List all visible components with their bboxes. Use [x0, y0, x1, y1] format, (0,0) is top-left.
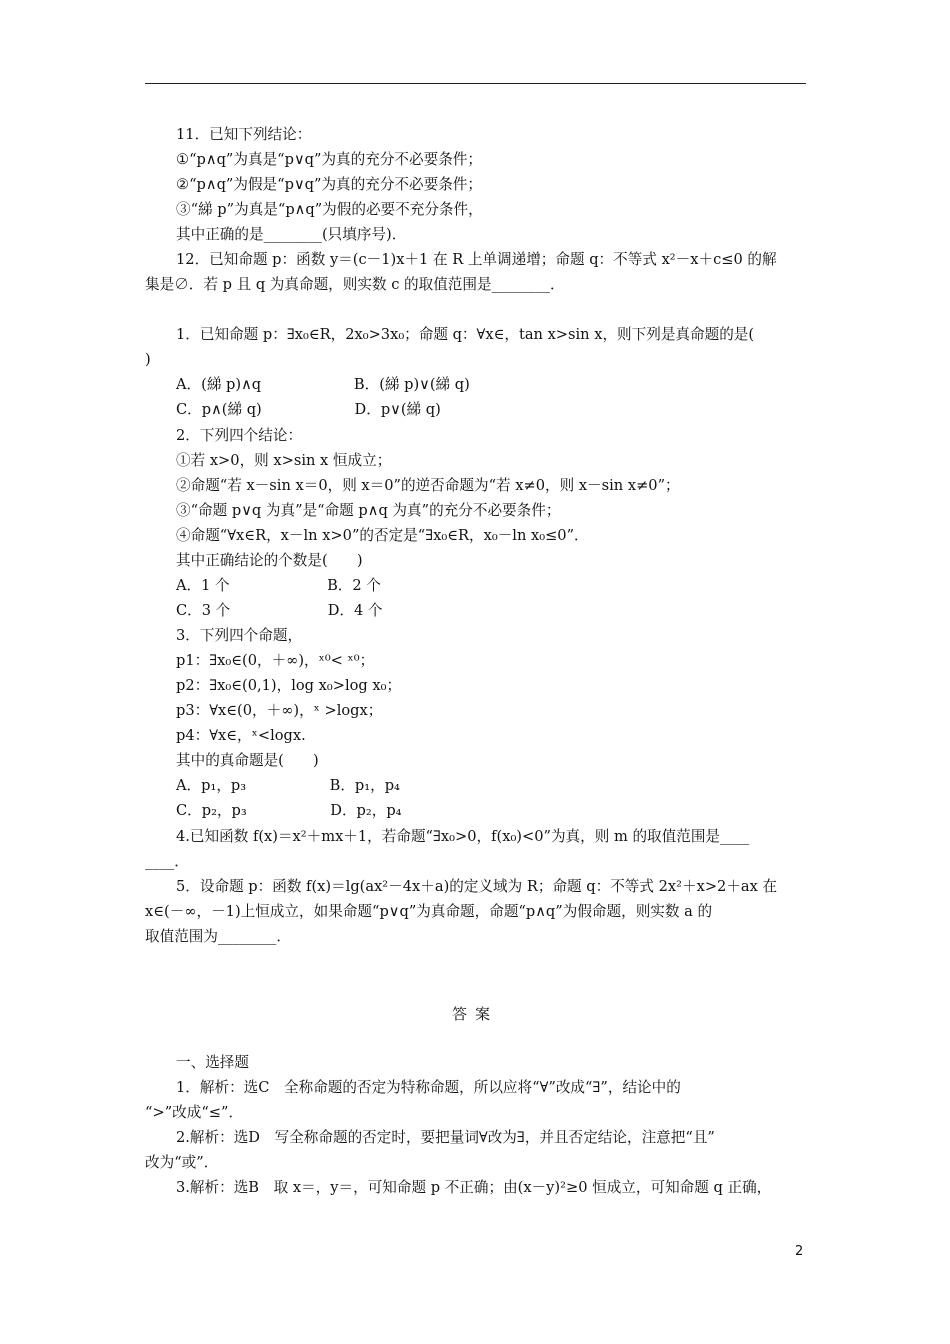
p2-options-cd: C．3 个 D．4 个 — [176, 602, 383, 619]
answer-1-line-1: 1．解析：选C 全称命题的否定为特称命题，所以应将“∀”改成“∃”，结论中的 — [176, 1079, 681, 1096]
p3-stem: 3．下列四个命题， — [176, 627, 303, 644]
p2-item-3: ③“命题 p∨q 为真”是“命题 p∧q 为真”的充分不必要条件； — [176, 502, 561, 519]
answer-title: 答案 — [451, 1005, 498, 1023]
p3-options-cd: C．p₂，p₃ D．p₂，p₄ — [176, 802, 402, 819]
q11-option-1: ①“p∧q”为真是“p∨q”为真的充分不必要条件； — [176, 151, 482, 168]
p3-options-ab: A．p₁，p₃ B．p₁，p₄ — [176, 777, 400, 794]
p3-question: 其中的真命题是( ) — [176, 752, 319, 769]
answer-section-heading: 一、选择题 — [176, 1054, 249, 1071]
answer-3-line-1: 3.解析：选B 取 x＝，y＝，可知命题 p 不正确；由(x－y)²≥0 恒成立，可知命题 q 正确， — [176, 1179, 772, 1196]
answer-2-line-1: 2.解析：选D 写全称命题的否定时，要把量词∀改为∃，并且否定结论，注意把“且” — [176, 1129, 715, 1146]
p5-line-3: 取值范围为________． — [145, 928, 291, 945]
p4-line-2: ____． — [145, 853, 189, 870]
page-number: 2 — [795, 1244, 804, 1259]
q11-option-3: ③“綈 p”为真是“p∧q”为假的必要不充分条件， — [176, 201, 483, 218]
p1-options-ab: A．(綈 p)∧q B．(綈 p)∨(綈 q) — [176, 376, 470, 393]
p1-options-cd: C．p∧(綈 q) D．p∨(綈 q) — [176, 401, 441, 418]
p1-stem-cont: ) — [145, 351, 151, 368]
p5-line-2: x∈(－∞，－1)上恒成立，如果命题“p∨q”为真命题，命题“p∧q”为假命题，则实数 a 的 — [145, 903, 713, 920]
p2-stem: 2．下列四个结论： — [176, 427, 303, 444]
p3-p2: p2：∃x₀∈(0,1)，log x₀>log x₀； — [176, 677, 402, 694]
header-rule — [145, 83, 806, 84]
q11-stem: 11．已知下列结论： — [176, 126, 312, 143]
p2-item-4: ④命题“∀x∈R，x－ln x>0”的否定是“∃x₀∈R，x₀－ln x₀≤0”． — [176, 527, 589, 544]
p2-options-ab: A．1 个 B．2 个 — [176, 577, 381, 594]
q11-option-2: ②“p∧q”为假是“p∨q”为真的充分不必要条件； — [176, 176, 482, 193]
q12-line-2: 集是∅．若 p 且 q 为真命题，则实数 c 的取值范围是________． — [145, 276, 565, 293]
p2-item-1: ①若 x>0，则 x>sin x 恒成立； — [176, 452, 392, 469]
p3-p4: p4：∀x∈，ˣ<logx. — [176, 727, 306, 744]
p3-p3: p3：∀x∈(0，＋∞)，ˣ >logx； — [176, 702, 383, 719]
p3-p1: p1：∃x₀∈(0，＋∞)，ˣ⁰< ˣ⁰； — [176, 652, 375, 669]
p5-line-1: 5．设命题 p：函数 f(x)＝lg(ax²－4x＋a)的定义域为 R；命题 q：不等式 2x²＋x>2＋ax 在 — [176, 878, 778, 895]
q11-blank: 其中正确的是________(只填序号)． — [176, 226, 407, 243]
p2-question: 其中正确结论的个数是( ) — [176, 552, 363, 569]
answer-2-line-2: 改为“或”． — [145, 1154, 219, 1171]
p1-stem: 1．已知命题 p：∃x₀∈R，2x₀>3x₀；命题 q：∀x∈，tan x>sin x，则下列是真命题的是( — [176, 326, 755, 343]
answer-1-line-2: “>”改成“≤”． — [145, 1104, 244, 1121]
p2-item-2: ②命题“若 x－sin x＝0，则 x＝0”的逆否命题为“若 x≠0，则 x－sin x≠0”； — [176, 477, 680, 494]
q12-line-1: 12．已知命题 p：函数 y＝(c－1)x＋1 在 R 上单调递增；命题 q：不等式 x²－x＋c≤0 的解 — [176, 251, 777, 268]
p4-line-1: 4.已知函数 f(x)＝x²＋mx＋1，若命题“∃x₀>0，f(x₀)<0”为真，则 m 的取值范围是____ — [176, 828, 750, 845]
